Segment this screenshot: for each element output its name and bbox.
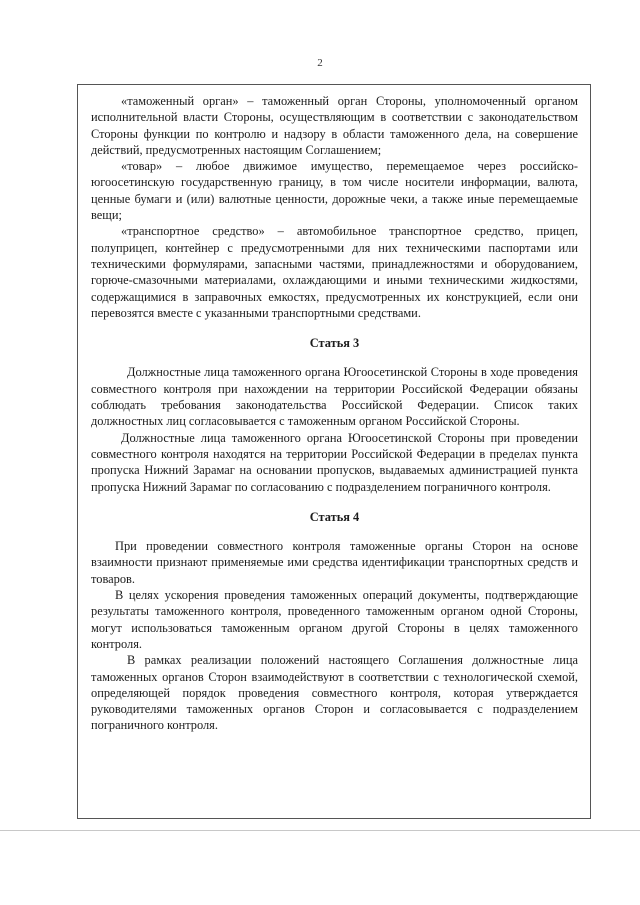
- definition-vehicle: «транспортное средство» – автомобильное транспортное средство, прицеп, полуприцеп, контейнер с предусмотренными для них техническими паспортами или техническими формулярами, запасными частями, принадлежностями и оборудованием, горюче-смазочными материалами, охлаждающими и иными техническими жидкостями, содержащимися в заправочных емкостях, предусмотренных их конструкцией, если они перевозятся вместе с указанными транспортными средствами.: [91, 224, 578, 320]
- scan-edge-line: [0, 830, 640, 831]
- document-body: [77, 84, 591, 819]
- article-3-paragraph: Должностные лица таможенного органа Югоосетинской Стороны в ходе проведения совместного контроля при нахождении на территории Российской Федерации обязаны соблюдать требования законодательства Российской Федерации. Список таких должностных лиц согласовывается с таможенным органом Российской Стороны.: [91, 365, 578, 429]
- page-number: 2: [317, 57, 323, 69]
- article-4-paragraph: В целях ускорения проведения таможенных операций документы, подтверждающие результаты таможенного контроля, проведенного таможенным органом одной Стороны, могут использоваться таможенным органом другой Стороны в целях таможенного контроля.: [91, 588, 578, 651]
- article-4-heading: Статья 4: [309, 509, 360, 524]
- article-3-heading: Статья 3: [309, 336, 360, 351]
- article-3-paragraph: Должностные лица таможенного органа Югоосетинской Стороны при проведении совместного контроля находятся на территории Российской Федерации в пределах пункта пропуска Нижний Зарамаг на основании пропусков, выдаваемых администрацией пункта пропуска Нижний Зарамаг по согласованию с подразделением пограничного контроля.: [91, 430, 578, 494]
- definition-customs-body: «таможенный орган» – таможенный орган Стороны, уполномоченный органом исполнительной власти Стороны, осуществляющим в соответствии с законодательством Стороны функции по контролю и надзору в области таможенного дела, на совершение действий, предусмотренных настоящим Соглашением;: [91, 94, 578, 157]
- article-4-paragraph: При проведении совместного контроля таможенные органы Сторон на основе взаимности признают применяемые ими средства идентификации транспортных средств и товаров.: [91, 539, 578, 586]
- definition-goods: «товар» – любое движимое имущество, перемещаемое через российско-югоосетинскую государственную границу, в том числе носители информации, валюта, ценные бумаги и (или) валютные ценности, дорожные чеки, а также иные перемещаемые вещи;: [91, 159, 578, 223]
- article-4-paragraph: В рамках реализации положений настоящего Соглашения должностные лица таможенных органов Сторон взаимодействуют в соответствии с технологической схемой, определяющей порядок проведения совместного контроля, которая утверждается руководителями таможенных органов Сторон и согласовывается с подразделением пограничного контроля.: [91, 653, 578, 733]
